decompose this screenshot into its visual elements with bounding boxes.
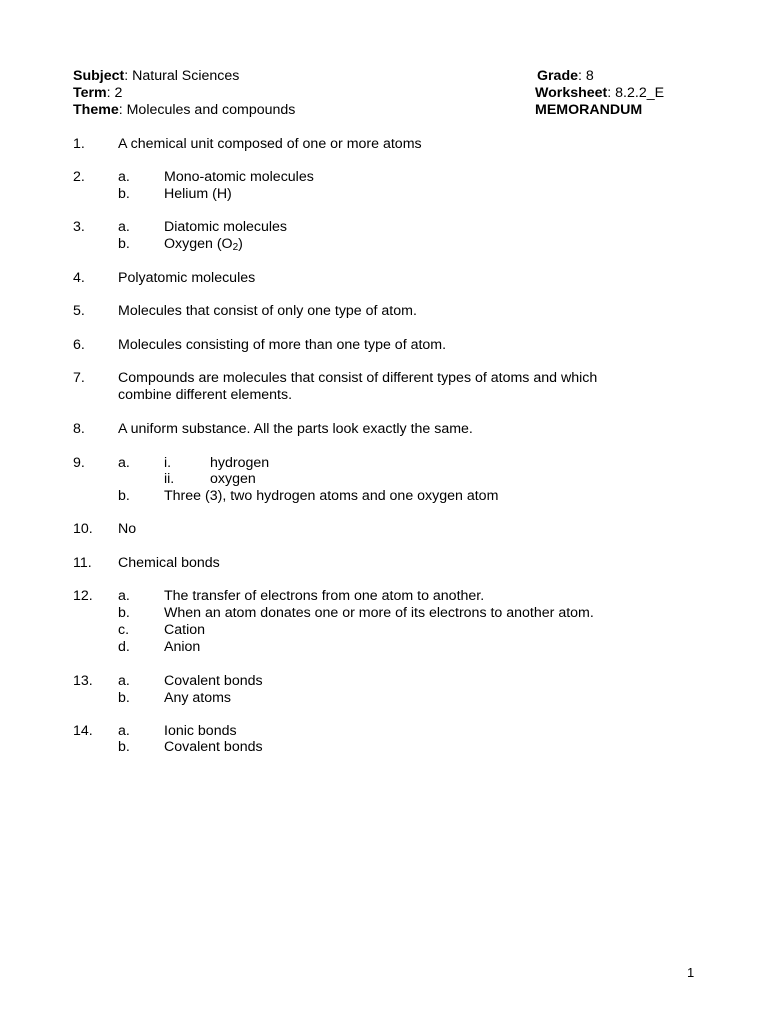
answer-text: Covalent bonds [164, 673, 263, 689]
answer-text: Cation [164, 622, 206, 638]
answer-text: No [118, 521, 137, 537]
answer-number: 11. [73, 555, 92, 571]
answer-text: Ionic bonds [164, 723, 237, 739]
answer-text: A uniform substance. All the parts look exactly the same. [118, 421, 473, 437]
theme-label: Theme [73, 102, 119, 118]
answer-text: combine different elements. [118, 387, 293, 403]
answer-text: A chemical unit composed of one or more atoms [118, 136, 422, 152]
sub-label: a. [118, 673, 130, 689]
term-line [73, 85, 295, 102]
answer-text: Anion [164, 639, 201, 655]
term-value: : 2 [106, 85, 123, 101]
header-right [535, 68, 664, 119]
formula-post: ) [238, 236, 243, 252]
formula-subscript: 2 [232, 242, 239, 253]
header-left [73, 68, 295, 119]
answer-text: Mono-atomic molecules [164, 169, 314, 185]
worksheet-value: : 8.2.2_E [607, 85, 665, 101]
answer-text: When an atom donates one or more of its electrons to another atom. [164, 605, 594, 621]
grade-line [535, 68, 664, 85]
sub-label: a. [118, 455, 130, 471]
answer-text: Covalent bonds [164, 739, 263, 755]
answer-number: 7. [73, 370, 85, 386]
answer-text: Helium (H) [164, 186, 232, 202]
answer-number: 14. [73, 723, 93, 739]
grade-value: : 8 [578, 68, 594, 84]
answer-number: 2. [73, 169, 85, 185]
theme-value: : Molecules and compounds [118, 102, 296, 118]
answer-text: Molecules consisting of more than one type of atom. [118, 337, 447, 353]
sub-label: b. [118, 236, 130, 252]
sub-label: a. [118, 588, 130, 604]
answer-number: 10. [73, 521, 93, 537]
subject-line [73, 68, 295, 85]
answer-text: Three (3), two hydrogen atoms and one oxygen atom [164, 488, 499, 504]
answer-text: Polyatomic molecules [118, 270, 256, 286]
term-label: Term [73, 85, 107, 101]
sub-label: d. [118, 639, 130, 655]
sub-label: a. [118, 169, 130, 185]
theme-line [73, 102, 295, 119]
answer-number: 6. [73, 337, 85, 353]
answer-number: 5. [73, 303, 85, 319]
answer-text: Any atoms [164, 690, 232, 706]
answer-number: 13. [73, 673, 93, 689]
answer-text: The transfer of electrons from one atom to another. [164, 588, 485, 604]
grade-label: Grade [537, 68, 579, 84]
sub-label: b. [118, 690, 130, 706]
worksheet-label: Worksheet [535, 85, 608, 101]
answer-text: Diatomic molecules [164, 219, 287, 235]
answer-text [164, 236, 243, 253]
formula-pre: Oxygen (O [164, 236, 233, 252]
answer-text: Compounds are molecules that consist of different types of atoms and which [118, 370, 598, 386]
answer-number: 9. [73, 455, 85, 471]
memorandum-title: MEMORANDUM [535, 102, 643, 118]
page-number: 1 [687, 965, 695, 980]
answer-number: 12. [73, 588, 93, 604]
sub-label: b. [118, 605, 130, 621]
answer-text: hydrogen [210, 455, 270, 471]
answer-number: 3. [73, 219, 85, 235]
answer-number: 8. [73, 421, 85, 437]
subject-value: : Natural Sciences [124, 68, 240, 84]
answer-text: Molecules that consist of only one type of atom. [118, 303, 417, 319]
sub-label: b. [118, 739, 130, 755]
sub-label: b. [118, 488, 130, 504]
answer-number: 4. [73, 270, 85, 286]
subject-label: Subject [73, 68, 125, 84]
answer-number: 1. [73, 136, 85, 152]
sub-label: a. [118, 219, 130, 235]
roman-label: i. [164, 455, 172, 471]
sub-label: a. [118, 723, 130, 739]
sub-label: c. [118, 622, 130, 638]
answer-text: Chemical bonds [118, 555, 220, 571]
worksheet-line [535, 85, 664, 102]
roman-label: ii. [164, 471, 175, 487]
answer-text: oxygen [210, 471, 256, 487]
sub-label: b. [118, 186, 130, 202]
